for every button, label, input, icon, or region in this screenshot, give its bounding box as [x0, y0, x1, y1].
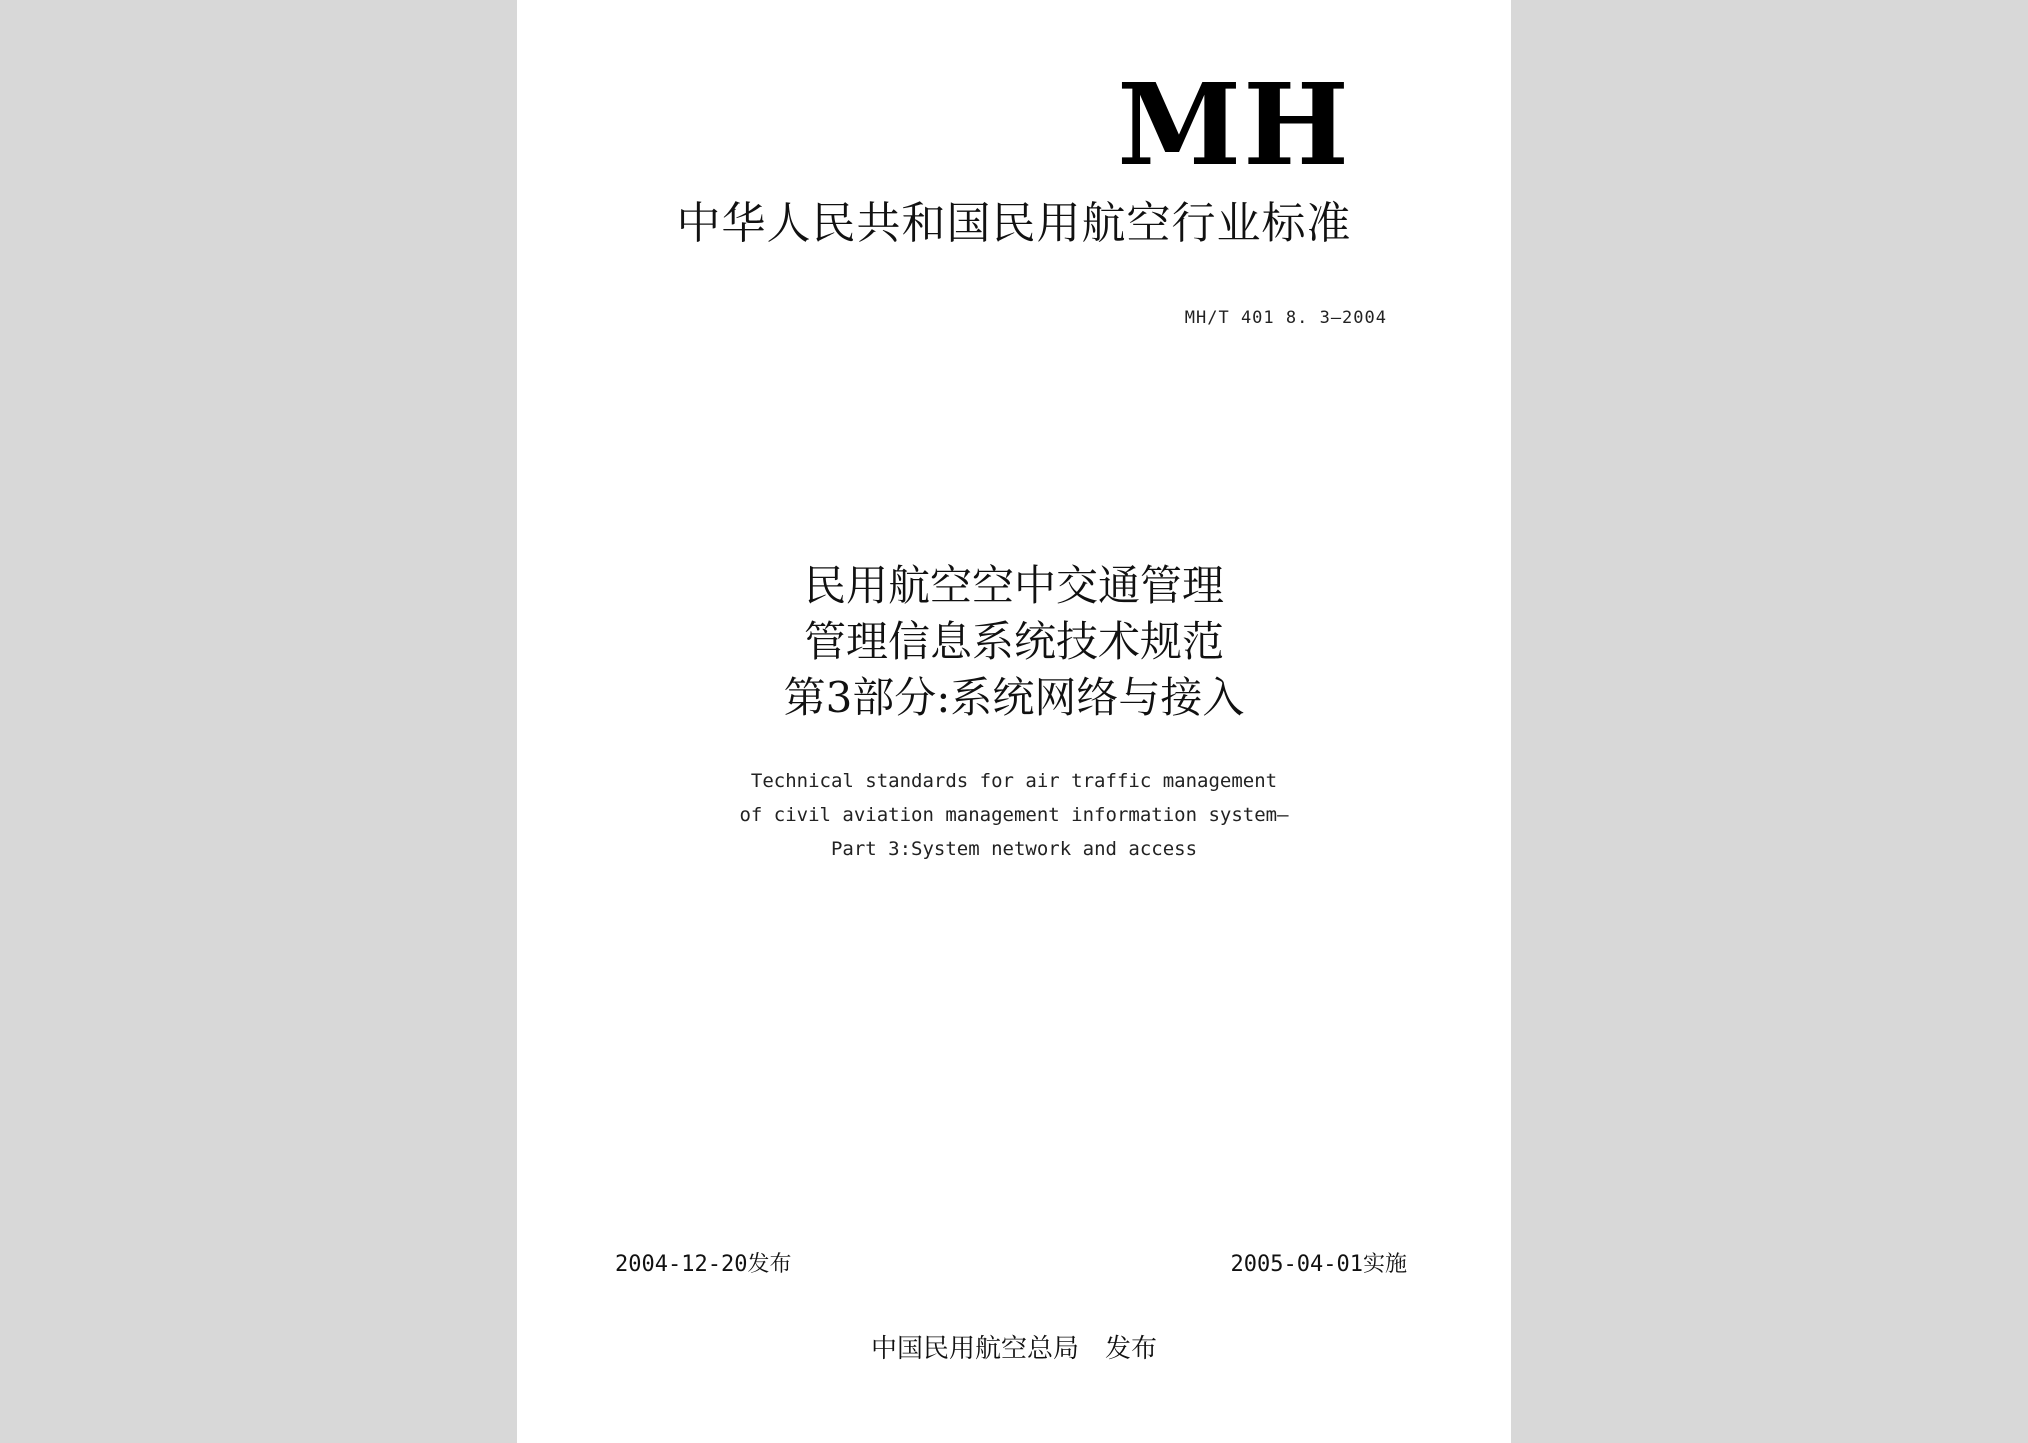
- publisher-name: 中国民用航空总局: [870, 1334, 1079, 1364]
- english-title-line: of civil aviation management information system—: [739, 804, 1289, 826]
- publisher-line: [517, 1332, 1511, 1366]
- english-title: [517, 764, 1511, 866]
- issue-date: 2004-12-20发布: [615, 1252, 792, 1277]
- standard-organization-heading: 中华人民共和国民用航空行业标准: [676, 198, 1352, 249]
- standard-number: MH/T 401 8. 3—2004: [1184, 308, 1387, 328]
- document-page: [517, 0, 1511, 1443]
- implementation-date: 2005-04-01实施: [1230, 1252, 1407, 1277]
- chinese-title-line: 管理信息系统技术规范: [803, 617, 1224, 666]
- chinese-title-line: 民用航空空中交通管理: [803, 561, 1224, 610]
- publisher-action: 发布: [1105, 1334, 1158, 1364]
- chinese-title: [517, 558, 1511, 726]
- english-title-line: Part 3:System network and access: [830, 838, 1198, 860]
- chinese-title-line: 第3部分:系统网络与接入: [783, 673, 1245, 722]
- english-title-line: Technical standards for air traffic management: [750, 770, 1278, 792]
- standard-logo: MH: [1117, 60, 1351, 191]
